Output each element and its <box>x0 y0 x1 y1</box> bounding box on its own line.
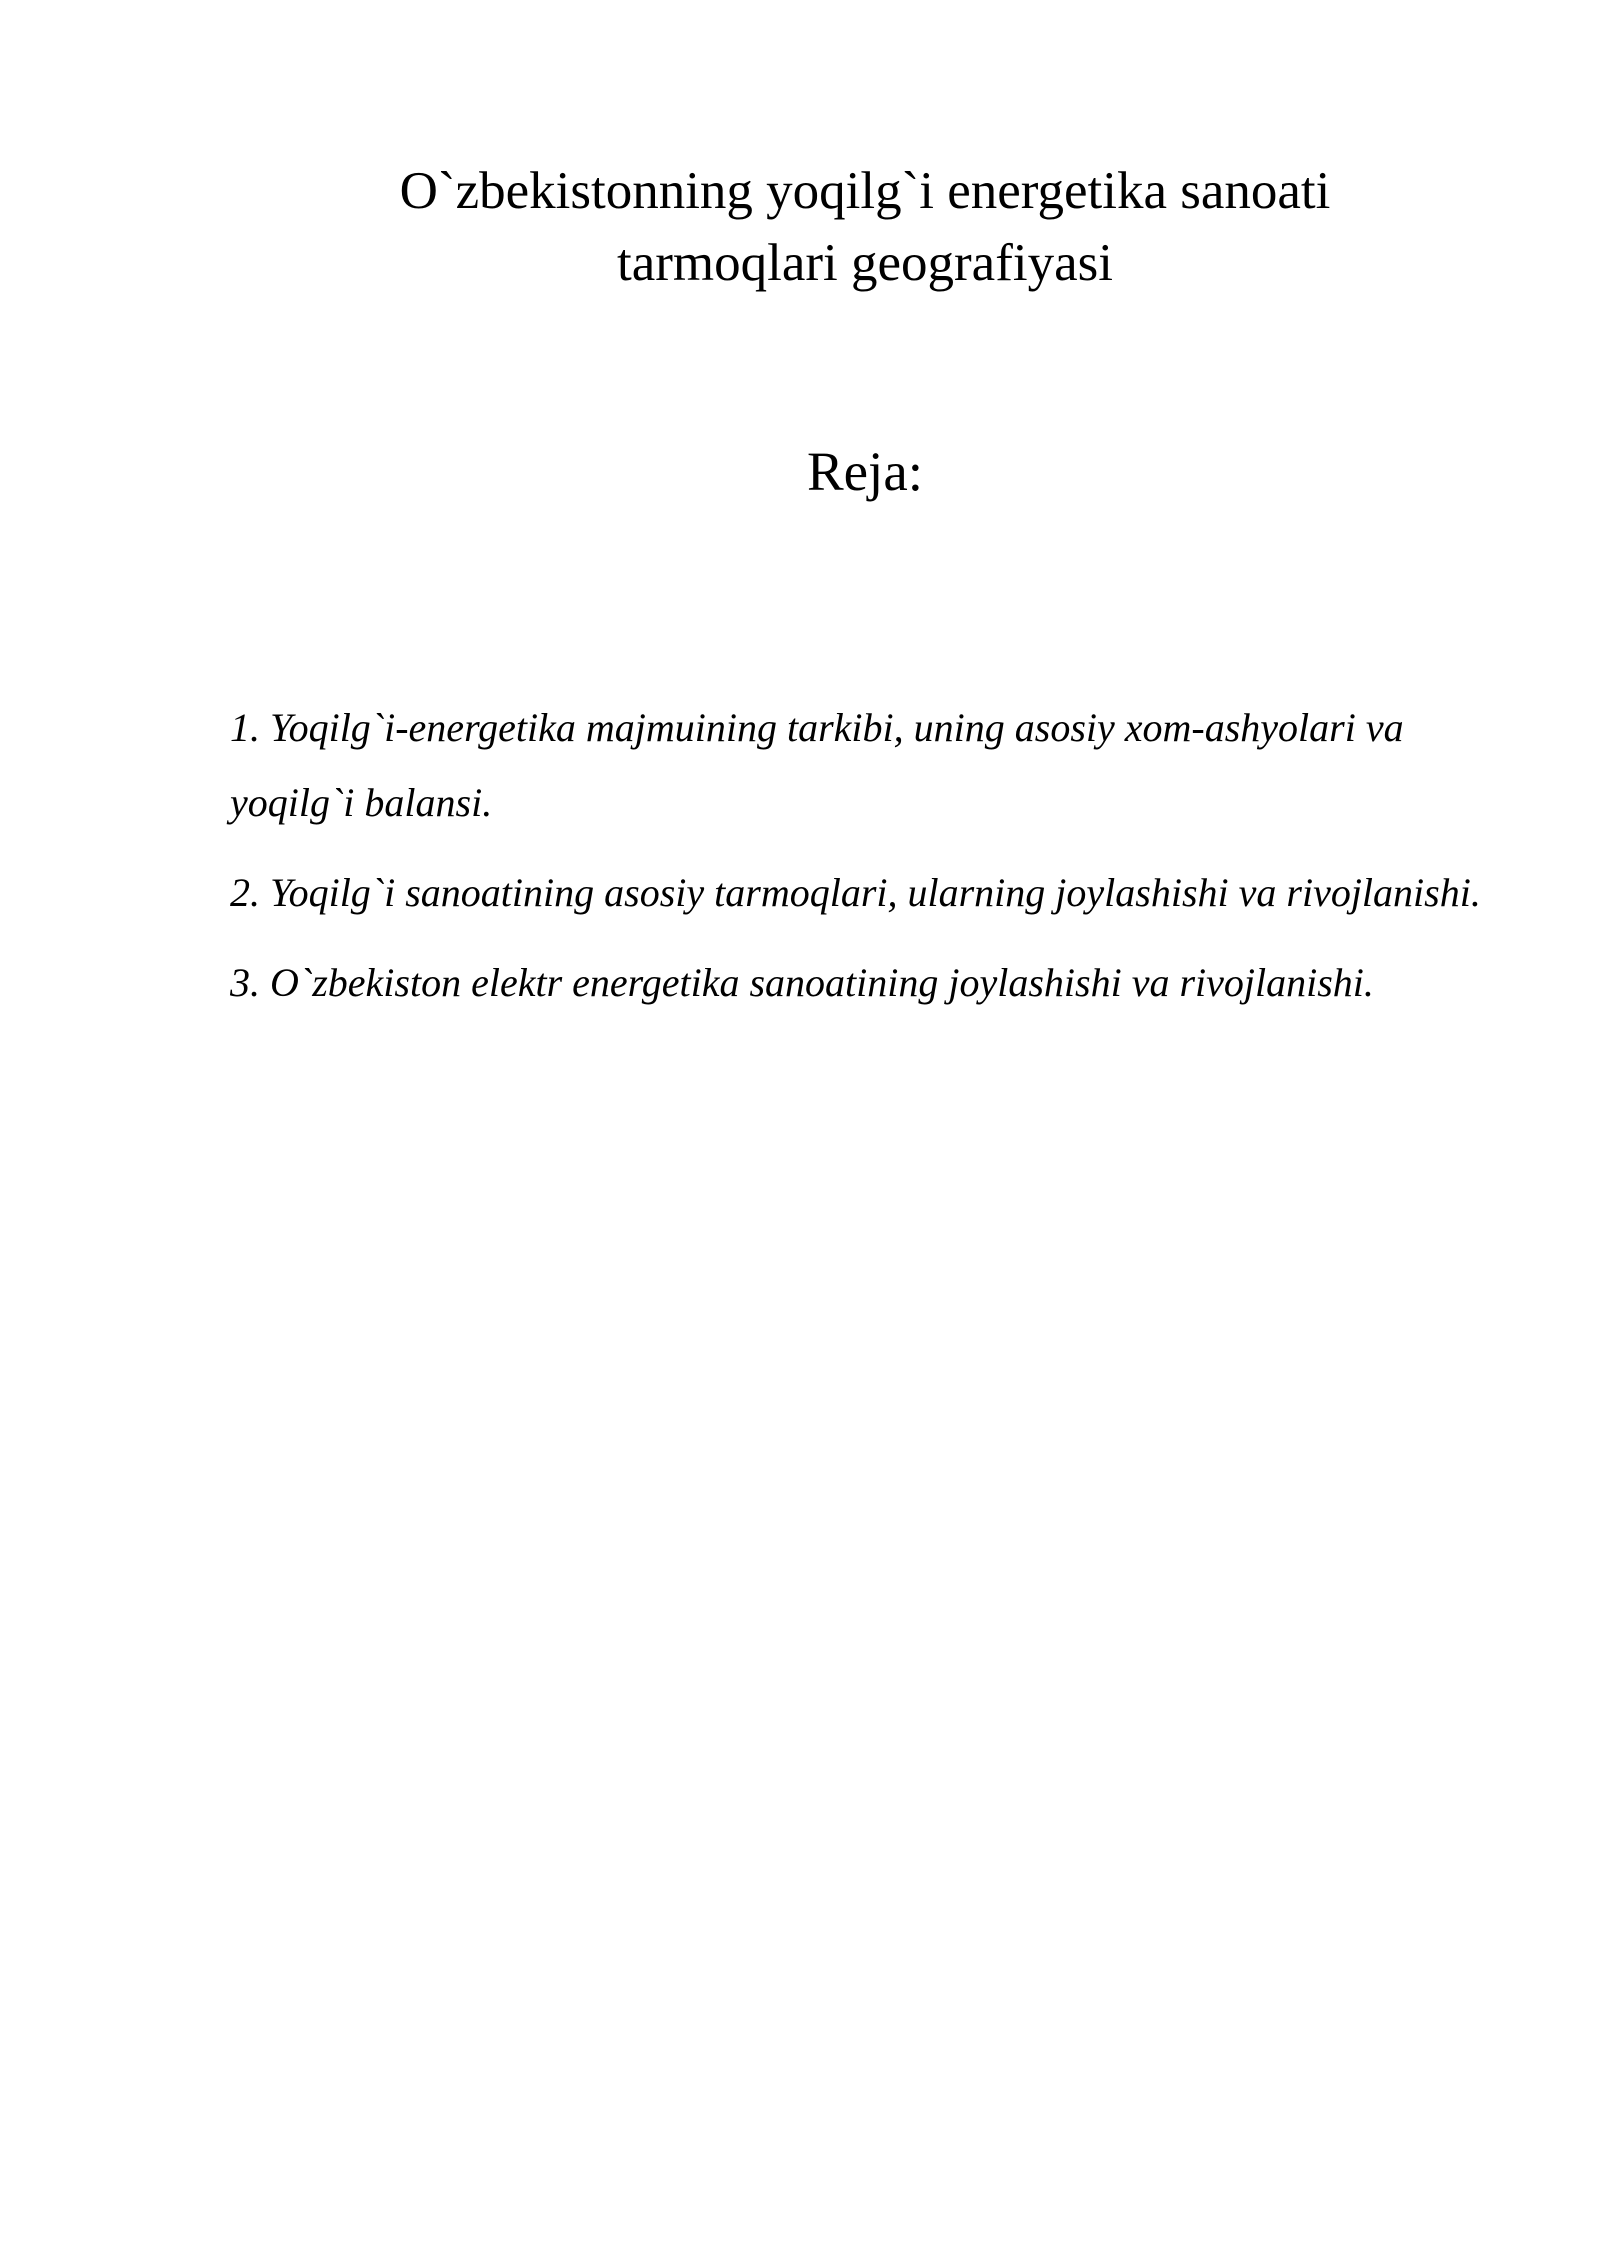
title-line-1: O`zbekistonning yoqilg`i energetika sanoati <box>399 162 1331 220</box>
plan-heading: Reja: <box>806 441 924 502</box>
plan-item: 1. Yoqilg`i-energetika majmuining tarkibi, uning asosiy xom-ashyolari va yoqilg`i balansi. <box>230 705 1404 825</box>
document-title <box>330 155 1400 299</box>
title-line-2: tarmoqlari geografiyasi <box>617 234 1113 292</box>
plan-item: 3. O`zbekiston elektr energetika sanoatining joylashishi va rivojlanishi. <box>230 960 1374 1005</box>
plan-item: 2. Yoqilg`i sanoatining asosiy tarmoqlari, ularning joylashishi va rivojlanishi. <box>230 870 1481 915</box>
plan-list <box>230 690 1490 1035</box>
